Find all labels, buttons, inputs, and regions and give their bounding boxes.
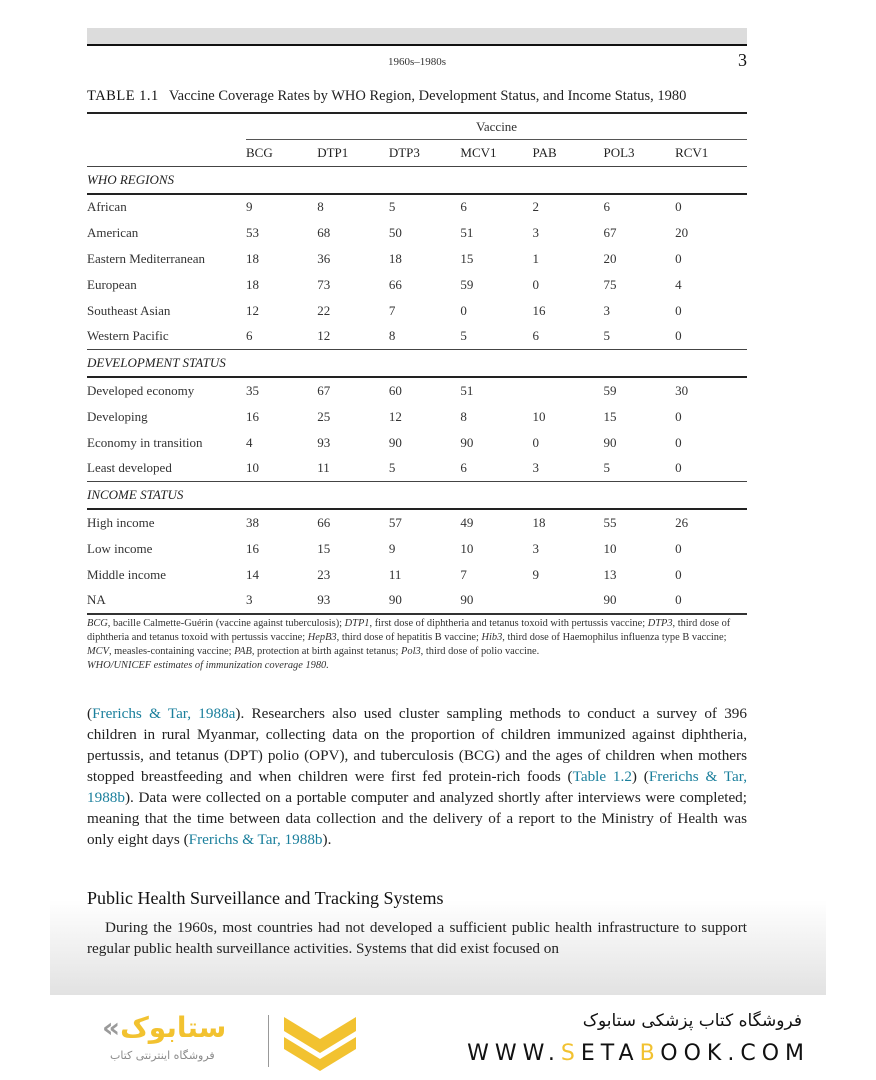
table-cell: 0: [675, 566, 682, 582]
table-cell: 0: [675, 328, 682, 344]
column-header-row: [87, 140, 747, 167]
table-cell: 3: [532, 225, 540, 241]
section-heading: Public Health Surveillance and Tracking Systems: [87, 888, 444, 908]
column-header: MCV1: [460, 144, 497, 160]
table-cell: 6: [603, 199, 610, 215]
table-cell: 66: [388, 276, 402, 292]
table-cell: 38: [246, 515, 260, 531]
table-cell: 1: [532, 251, 540, 267]
table-cell: 68: [317, 225, 331, 241]
table-cell: 6: [246, 328, 253, 344]
table-cell: 26: [675, 515, 689, 531]
table-cell: 73: [317, 276, 331, 292]
table-cell: 51: [460, 225, 474, 241]
abbreviation: BCG: [87, 618, 108, 629]
table-cell: 51: [460, 383, 474, 399]
table-cell: 25: [317, 408, 331, 424]
table-cell: 0: [460, 302, 467, 318]
table-row: [87, 562, 747, 588]
table-cell: 10: [246, 460, 260, 476]
logo-subtitle: فروشگاه اینترنتی کتاب: [110, 1049, 215, 1062]
table-caption: [87, 88, 747, 105]
table-cell: 67: [603, 225, 617, 241]
table-cell: 66: [317, 515, 331, 531]
table-cell: 12: [246, 302, 260, 318]
table-cell: 4: [246, 434, 253, 450]
table-row: [87, 220, 747, 246]
table-cell: 90: [460, 588, 532, 615]
table-cell: 6: [460, 460, 467, 476]
table-cell: 3: [532, 460, 540, 476]
empty-cell: [87, 140, 246, 167]
table-cell: 11: [317, 460, 330, 476]
table-cell: 6: [460, 199, 467, 215]
table-cell: 0: [532, 434, 540, 450]
table-cell: 18: [246, 276, 260, 292]
abbreviation: DTP3: [647, 618, 673, 629]
text-run: ).: [322, 831, 332, 848]
table-cell: 15: [603, 408, 617, 424]
table-cell: 36: [317, 251, 331, 267]
table-cell: 9: [388, 540, 396, 556]
table-cell: 16: [532, 302, 546, 318]
vaccine-coverage-table: [87, 112, 747, 615]
row-label: Southeast Asian: [87, 302, 171, 318]
table-cell: 90: [388, 434, 402, 450]
abbreviation-definition: , third dose of Haemophilus influenza type B vaccine;: [502, 632, 727, 643]
citation-link[interactable]: Frerichs & Tar, 1988a: [92, 705, 236, 722]
text-run: (: [87, 705, 93, 722]
row-label: Eastern Mediterranean: [87, 251, 206, 267]
table-cell: 60: [388, 383, 402, 399]
watermark-footer: [0, 995, 876, 1080]
table-cell: 0: [532, 276, 540, 292]
table-row: [87, 430, 747, 456]
table-cell: 30: [675, 383, 689, 399]
row-label: Least developed: [87, 460, 172, 476]
table-cell: 10: [532, 408, 546, 424]
table-row: [87, 272, 747, 298]
chevron-shield-icon: [280, 1013, 360, 1071]
table-cell: 18: [246, 251, 260, 267]
row-label: American: [87, 225, 139, 241]
row-label: NA: [87, 588, 246, 615]
table-row: [87, 536, 747, 562]
table-cell: 50: [388, 225, 402, 241]
table-cell: 4: [675, 276, 682, 292]
table-cell: 7: [460, 566, 467, 582]
table-cell: 22: [317, 302, 331, 318]
table-cell: 49: [460, 515, 474, 531]
empty-cell: [87, 113, 246, 140]
table-row: [87, 404, 747, 430]
table-cell: 16: [246, 540, 260, 556]
table-cell: 90: [389, 588, 461, 615]
body-paragraph: [87, 703, 747, 850]
table-cell: 75: [603, 276, 617, 292]
row-label: African: [87, 199, 127, 215]
section-title: DEVELOPMENT STATUS: [87, 350, 747, 377]
url-part: ETA: [580, 1041, 640, 1066]
row-label: Developed economy: [87, 383, 195, 399]
abbreviation-definition: , bacille Calmette-Guérin (vaccine against tuberculosis);: [107, 618, 345, 629]
table-cell: 3: [603, 302, 610, 318]
abbreviation: HepB3: [307, 632, 337, 643]
table-source: WHO/UNICEF estimates of immunization coverage 1980.: [87, 660, 329, 671]
table-cell: 7: [388, 302, 396, 318]
site-url[interactable]: [467, 1041, 810, 1066]
table-cell: 18: [532, 515, 546, 531]
url-part: S: [560, 1041, 581, 1066]
abbreviation: PAB: [234, 646, 252, 657]
table-cell: 35: [246, 383, 260, 399]
abbreviation-definition: , third dose of diphtheria and tetanus toxoid with pertussis vaccine;: [87, 618, 731, 643]
table-cell: 20: [675, 225, 689, 241]
table-cell: 0: [675, 251, 682, 267]
table-cell: 53: [246, 225, 260, 241]
table-cell: 6: [532, 328, 540, 344]
table-row: [87, 588, 747, 615]
table-cell: 5: [388, 199, 396, 215]
table-cell: 8: [317, 199, 324, 215]
table-cell: 93: [317, 588, 389, 615]
table-cell: 55: [603, 515, 617, 531]
table-row: [87, 298, 747, 324]
row-label: Developing: [87, 408, 148, 424]
text-run: ). Researchers also used cluster sampling methods to conduct a survey of 396 children in rural Myanmar, collecting data on the proportion of children immunized against diphtheria, pertussis, and tetanus (DPT) polio (OPV), and tuberculosis (BCG) and the ages of children when mothers stopped breastfeeding and when children were first fed protein-rich foods (: [87, 705, 747, 785]
abbreviation-definition: , third dose of hepatitis B vaccine;: [336, 632, 482, 643]
table-cell: 0: [675, 588, 747, 615]
column-header: DTP3: [388, 144, 420, 160]
table-cell: 15: [317, 540, 331, 556]
text-run: ). Data were collected on a portable computer and analyzed shortly after interviews were completed; meaning that the time between data collection and the delivery of a report to the Ministry of Health was only eight days (: [87, 789, 747, 848]
abbreviation-definition: , third dose of polio vaccine.: [420, 646, 540, 657]
table-cell: 2: [532, 199, 540, 215]
table-cell: 93: [317, 434, 331, 450]
table-cell: 0: [675, 302, 682, 318]
store-title: فروشگاه کتاب پزشکی ستابوک: [582, 1011, 802, 1031]
table-cell: 0: [675, 460, 682, 476]
body-paragraph-2: During the 1960s, most countries had not developed a sufficient public health infrastructure to support regular public health surveillance activities. Systems that did exist focused on: [87, 919, 747, 957]
table-cell: 0: [675, 540, 682, 556]
row-label: Western Pacific: [87, 328, 169, 344]
table-row: [87, 509, 747, 536]
section-title: WHO REGIONS: [87, 166, 747, 193]
chevrons-icon: «: [102, 1011, 121, 1044]
table-cell: 90: [460, 434, 474, 450]
section-header-row: [87, 166, 747, 193]
abbreviation: DTP1: [344, 618, 370, 629]
citation-link[interactable]: Frerichs & Tar, 1988b: [188, 831, 323, 848]
section-header-row: [87, 350, 747, 377]
table-row: [87, 377, 747, 404]
citation-link[interactable]: Table 1.2: [572, 768, 632, 785]
abbreviation: Hib3: [481, 632, 503, 643]
table-cell: 14: [246, 566, 260, 582]
logo-wordmark: [102, 1011, 226, 1044]
table-title: Vaccine Coverage Rates by WHO Region, Development Status, and Income Status, 1980: [168, 88, 687, 104]
table-cell: 12: [317, 328, 331, 344]
table-footnotes: [87, 617, 747, 673]
table-cell: [533, 588, 604, 615]
table-cell: 5: [603, 460, 610, 476]
table-cell: 10: [460, 540, 474, 556]
table-cell: 57: [388, 515, 402, 531]
table-cell: 13: [603, 566, 617, 582]
table-cell: 23: [317, 566, 331, 582]
table-cell: [533, 377, 604, 404]
table-cell: 10: [603, 540, 617, 556]
table-cell: 90: [603, 588, 675, 615]
table-cell: 59: [460, 276, 474, 292]
table-cell: 8: [388, 328, 396, 344]
column-header: BCG: [246, 144, 273, 160]
table-row: [87, 194, 747, 221]
abbreviation-definition: , protection at birth against tetanus;: [251, 646, 402, 657]
url-part: WWW.: [467, 1041, 561, 1066]
row-label: Economy in transition: [87, 434, 203, 450]
abbreviation-definition: , measles-containing vaccine;: [108, 646, 235, 657]
table-cell: 90: [603, 434, 617, 450]
section-title: INCOME STATUS: [87, 482, 747, 509]
table-row: [87, 324, 747, 350]
table-cell: 0: [675, 408, 682, 424]
column-header: POL3: [603, 144, 635, 160]
table-cell: 9: [532, 566, 540, 582]
table-cell: 15: [460, 251, 474, 267]
table-cell: 12: [388, 408, 402, 424]
abbreviation: MCV: [87, 646, 109, 657]
row-label: Middle income: [87, 566, 167, 582]
logo-name: ستابوک: [120, 1011, 227, 1044]
abbreviation-notes: [87, 618, 730, 657]
section-header-row: [87, 482, 747, 509]
table-cell: 9: [246, 199, 253, 215]
table-row: [87, 246, 747, 272]
running-head: 1960s–1980s: [387, 56, 447, 68]
row-label: High income: [87, 515, 155, 531]
table-cell: 11: [388, 566, 402, 582]
table-cell: 59: [603, 383, 617, 399]
table-cell: 3: [532, 540, 540, 556]
table-cell: 20: [603, 251, 617, 267]
url-part: OOK.COM: [660, 1041, 810, 1066]
url-part: B: [639, 1041, 661, 1066]
column-header: PAB: [532, 144, 557, 160]
table-cell: 5: [603, 328, 610, 344]
vaccine-group-header: Vaccine: [246, 113, 747, 140]
table-label: TABLE 1.1: [87, 88, 159, 104]
logo-divider: [268, 1015, 269, 1067]
table-cell: 18: [388, 251, 402, 267]
table-cell: 0: [675, 434, 682, 450]
table-cell: 5: [460, 328, 467, 344]
table-cell: 16: [246, 408, 260, 424]
table-cell: 5: [388, 460, 396, 476]
column-header: DTP1: [317, 144, 349, 160]
column-header: RCV1: [675, 144, 709, 160]
text-run: ) (: [631, 768, 649, 785]
row-label: Low income: [87, 540, 153, 556]
table-row: [87, 456, 747, 482]
table-top-rule: [87, 113, 747, 140]
abbreviation: Pol3: [401, 646, 421, 657]
setabook-logo: [90, 1009, 360, 1069]
header-bar: [87, 28, 747, 46]
citation-link[interactable]: Frerichs & Tar, 1988b: [87, 768, 747, 806]
table-cell: 8: [460, 408, 467, 424]
page-number: 3: [738, 50, 747, 70]
table-cell: 0: [675, 199, 682, 215]
table-cell: 67: [317, 383, 331, 399]
abbreviation-definition: , first dose of diphtheria and tetanus toxoid with pertussis vaccine;: [369, 618, 648, 629]
table-cell: 3: [246, 588, 317, 615]
row-label: European: [87, 276, 137, 292]
